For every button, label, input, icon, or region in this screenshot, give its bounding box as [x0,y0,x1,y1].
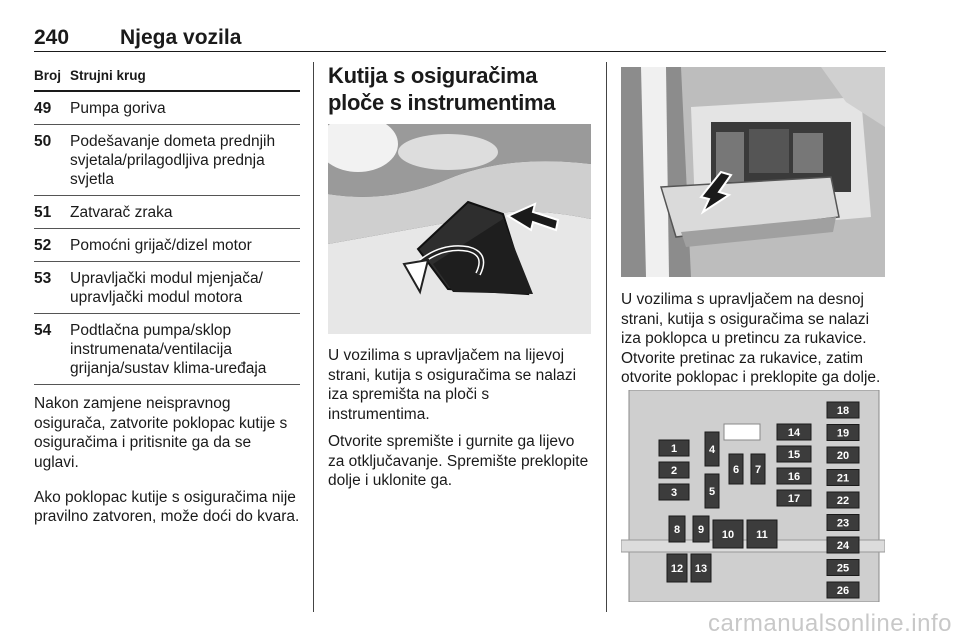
table-row [34,229,300,262]
fuse-label: 12 [670,563,684,575]
body-paragraph: Ako poklopac kutije s osiguračima nije pravilno zatvoren, može doći do kvara. [34,488,300,525]
fuse-circuit: Pumpa goriva [70,100,166,117]
fuse-circuit: Podešavanje dometa prednjih svjetala/prilagodljiva prednja svjetla [70,133,276,188]
chapter-title: Njega vozila [120,26,242,49]
fuse-label: 16 [787,471,801,483]
fuse-label: 23 [836,517,850,530]
fuse-label: 10 [721,529,735,541]
table-row [34,262,300,314]
fuse-number: 52 [34,237,52,254]
fuse-number: 54 [34,322,52,339]
fuse-label: 24 [836,540,850,552]
fuse-label: 8 [673,524,681,536]
body-paragraph: U vozilima s upravljačem na lijevoj strani, kutija s osiguračima se nalazi iza spremišta na ploči s instrumentima. [328,347,577,423]
fuse-label: 14 [787,427,801,439]
fuse-label: 9 [697,524,705,536]
fuse-label: 19 [836,427,850,440]
fuse-number: 53 [34,270,52,287]
body-paragraph: Nakon zamjene neispravnog osigurača, zatvorite poklopac kutije s osiguračima i pritisnite ga da se uglavi. [34,395,288,471]
fuse-number: 49 [34,100,52,117]
fuse-label: 3 [670,487,678,499]
section-title: Kutija s osiguračima ploče s instrumentima [328,63,556,115]
section-text [621,290,889,396]
section-text [328,346,593,499]
fuse-label: 20 [836,450,850,462]
fuse-circuit: Zatvarač zraka [70,204,173,221]
fuse-label: 5 [708,486,716,498]
fuse-circuit: Pomoćni grijač/dizel motor [70,237,252,254]
body-paragraph: Otvorite spremište i gurnite ga lijevo za otključavanje. Spremište preklopite dolje i uklonite ga. [328,433,589,489]
page-number: 240 [34,26,70,49]
glovebox-illustration [621,67,885,277]
glovebox-photo [621,67,885,277]
table-row [34,314,300,385]
page-header [34,25,886,52]
column-header-circuit: Strujni krug [70,68,146,83]
fuse-label: 6 [732,464,740,476]
table-row [34,196,300,229]
body-paragraph: U vozilima s upravljačem na desnoj strani, kutija s osiguračima se nalazi iza poklopca u pretincu za rukavice. Otvorite pretinac za rukavice, zatim otvorite poklopac i preklopite ga dolje. [621,291,881,386]
fuse-label: 2 [670,465,678,477]
fuse-circuit: Upravljački modul mjenjača/ upravljački modul motora [70,270,263,306]
fuse-layout-illustration [621,390,885,602]
fuse-number: 51 [34,204,52,221]
fuse-label: 25 [836,562,850,575]
fuse-label: 22 [836,495,850,507]
table-row [34,92,300,125]
fuse-label: 1 [670,443,678,455]
fuse-label: 17 [787,493,801,505]
fuse-label: 21 [836,472,850,485]
storage-compartment-photo [328,124,591,334]
column-header-number: Broj [34,68,61,83]
table-row [34,125,300,196]
column-divider [606,62,607,612]
watermark: carmanualsonline.info [708,610,952,637]
fuse-label: 15 [787,449,801,461]
fuse-label: 11 [756,529,768,541]
fuse-label: 13 [694,563,708,575]
fuse-table-column [34,68,300,542]
fuse-label: 26 [836,585,850,597]
storage-compartment-illustration [328,124,591,334]
fuse-label: 18 [836,405,850,417]
section-column [328,62,596,116]
fuse-label: 4 [708,444,716,456]
fuse-circuit: Podtlačna pumpa/sklop instrumenata/ventilacija grijanja/sustav klima-uređaja [70,322,267,377]
fuse-box-diagram [621,390,885,602]
column-divider [313,62,314,612]
fuse-table-header [34,68,300,92]
fuse-label: 7 [754,464,762,476]
fuse-number: 50 [34,133,52,150]
